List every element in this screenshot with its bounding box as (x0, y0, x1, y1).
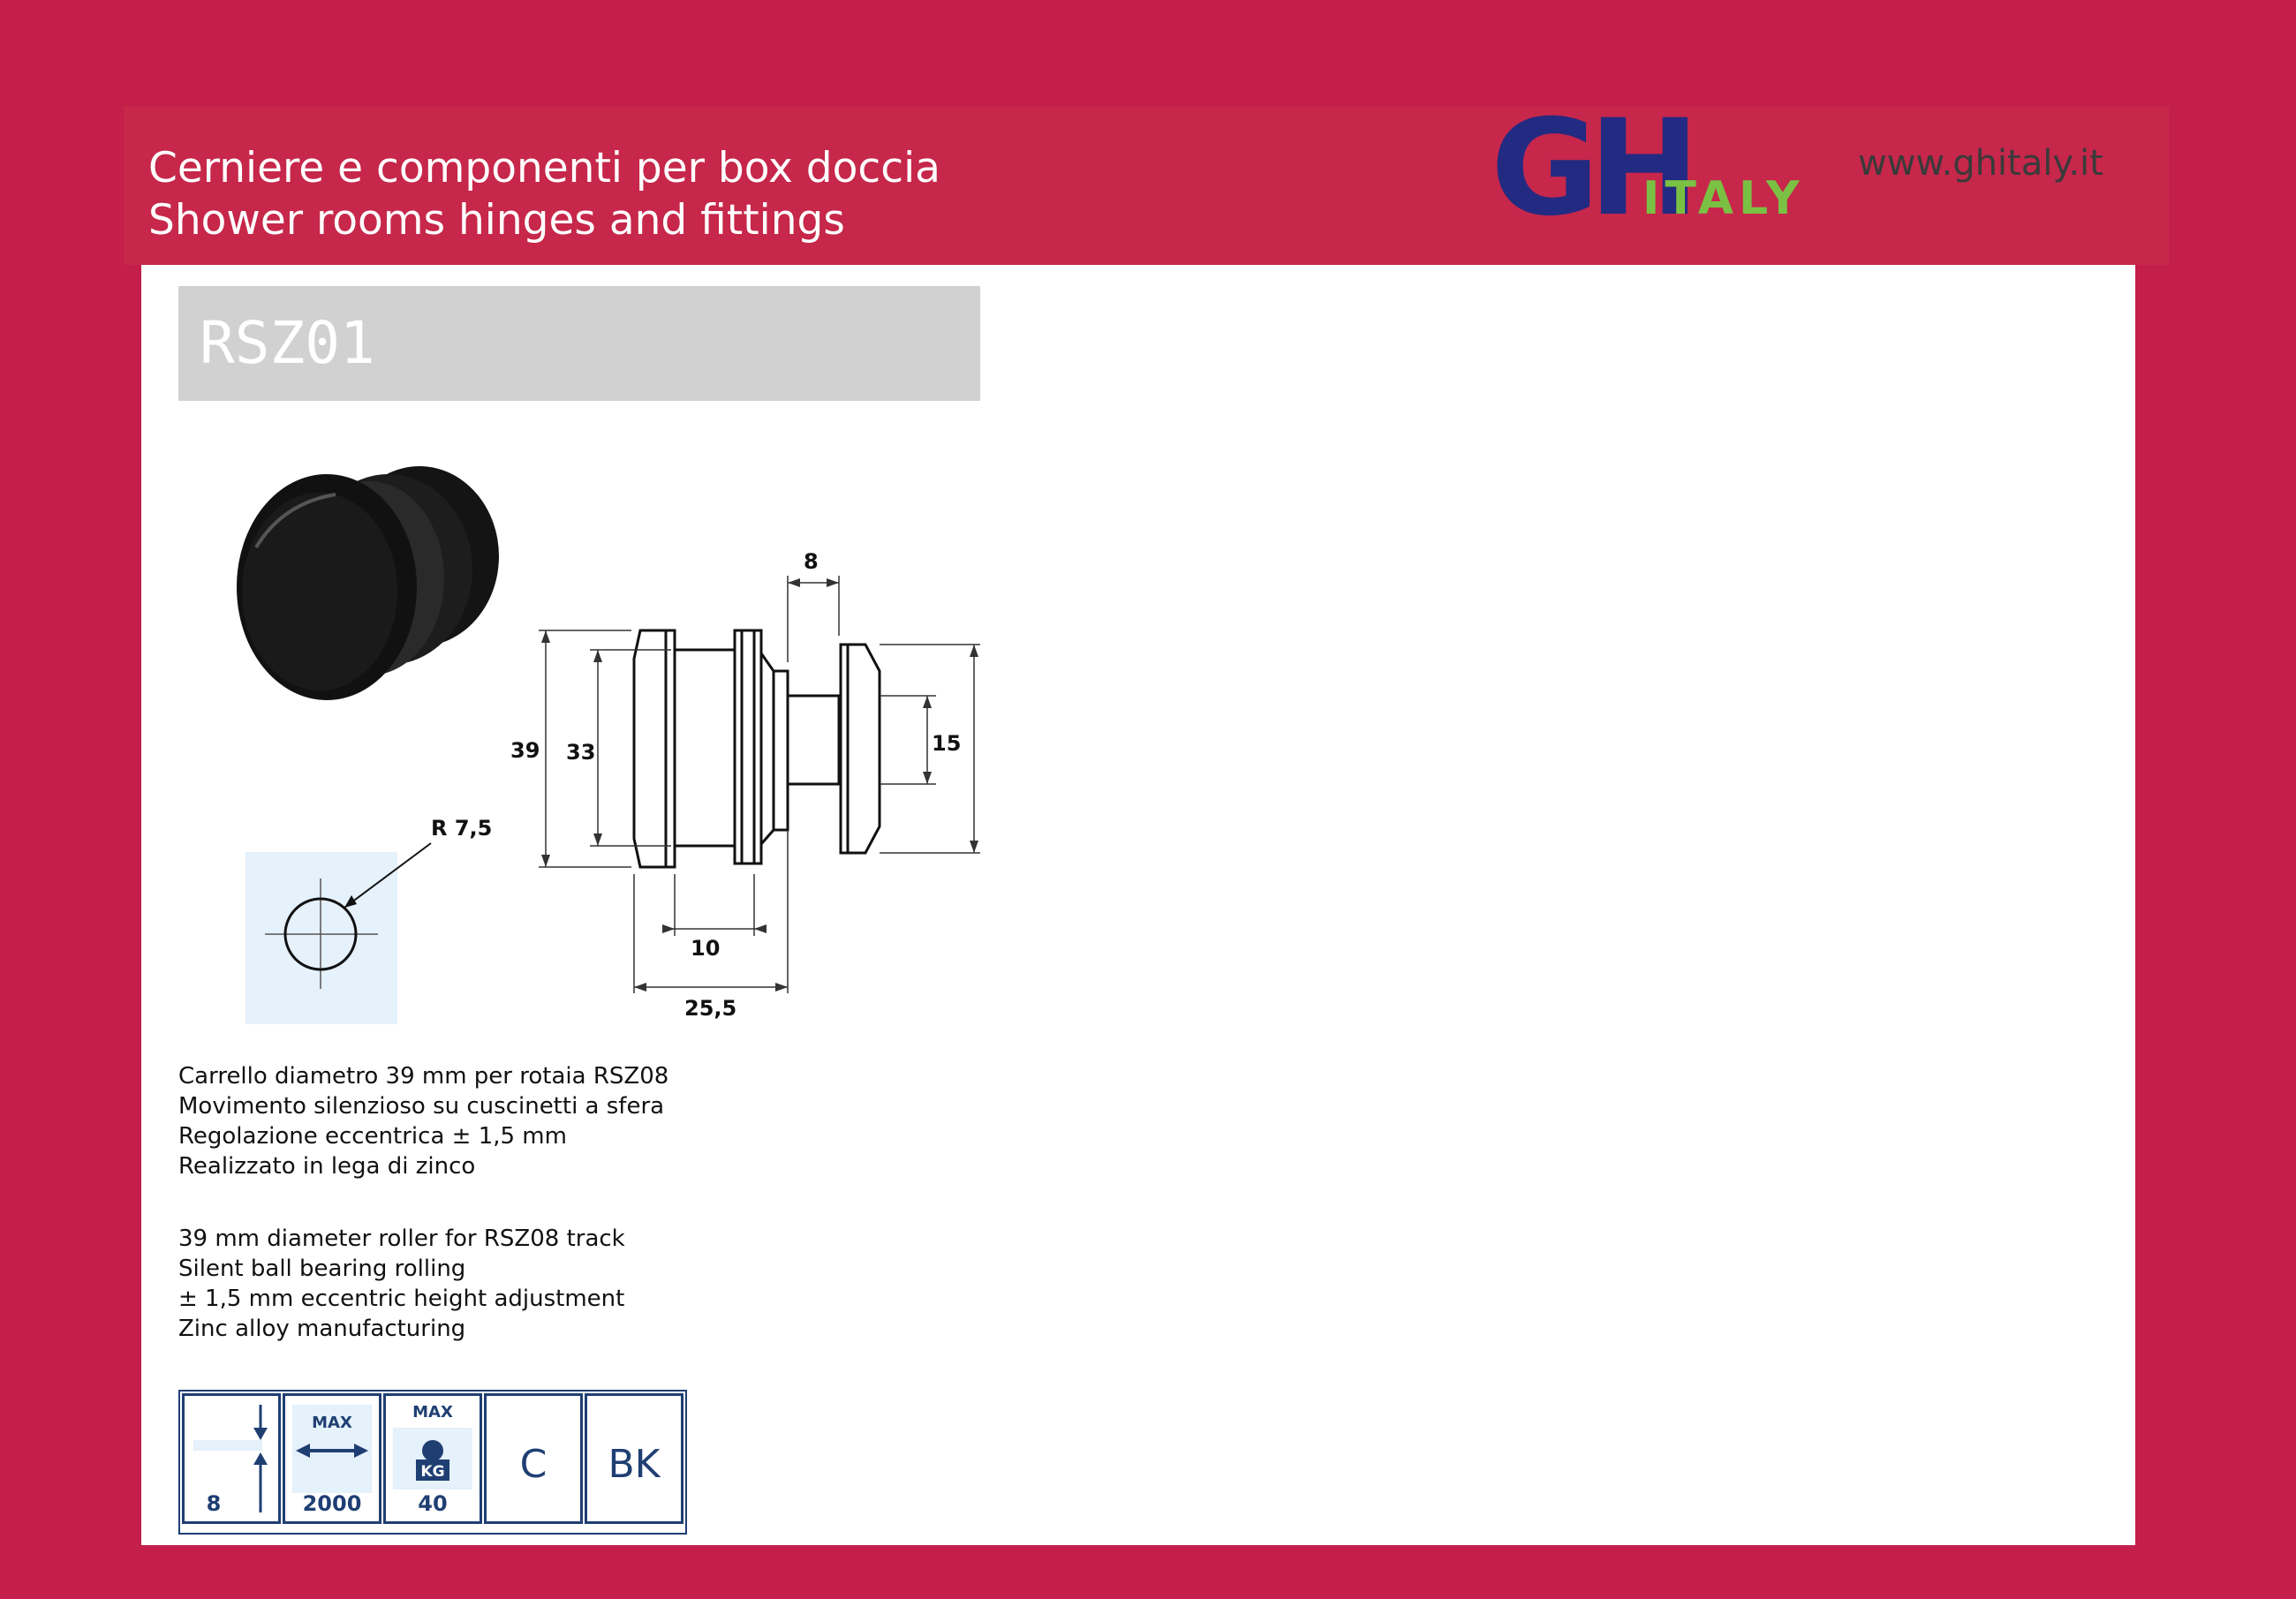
dim-33: 33 (566, 740, 596, 765)
website-link[interactable]: www.ghitaly.it (1858, 143, 2103, 184)
finish-chrome-label: C (519, 1442, 548, 1487)
description-line: Realizzato in lega di zinco (178, 1153, 476, 1180)
description-line: Regolazione eccentrica ± 1,5 mm (178, 1123, 567, 1150)
finish-chrome-icon (484, 1393, 583, 1524)
description-line: ± 1,5 mm eccentric height adjustment (178, 1286, 625, 1312)
thickness-value: 8 (206, 1491, 222, 1516)
max-weight-icon (383, 1393, 482, 1524)
header-title-english: Shower rooms hinges and fittings (148, 196, 845, 245)
max-width-icon (283, 1393, 381, 1524)
max-width-value: 2000 (302, 1491, 362, 1516)
description-line: 39 mm diameter roller for RSZ08 track (178, 1226, 625, 1252)
finish-black-icon (585, 1393, 684, 1524)
max-width-label: MAX (312, 1414, 352, 1432)
radius-label: R 7,5 (431, 816, 493, 841)
description-line: Zinc alloy manufacturing (178, 1316, 466, 1342)
max-weight-label: MAX (412, 1403, 453, 1422)
dim-39: 39 (510, 738, 540, 763)
description-italian (178, 1061, 668, 1181)
logo-letters: GH (1491, 106, 1689, 230)
spec-icons (178, 1390, 687, 1535)
finish-black-label: BK (608, 1442, 661, 1487)
description-english (178, 1224, 625, 1344)
description-line: Silent ball bearing rolling (178, 1256, 466, 1282)
dim-25-5: 25,5 (684, 996, 737, 1021)
dim-10: 10 (691, 936, 721, 961)
dim-15: 15 (932, 731, 962, 756)
logo-subtitle: ITALY (1643, 172, 1805, 225)
product-code: RSZ01 (200, 309, 375, 377)
description-line: Movimento silenzioso su cuscinetti a sfera (178, 1093, 665, 1120)
glass-thickness-icon (182, 1393, 281, 1524)
max-weight-value: 40 (418, 1491, 448, 1516)
weight-unit: KG (420, 1463, 445, 1481)
technical-drawing (353, 530, 1007, 1042)
header-title-italian: Cerniere e componenti per box doccia (148, 144, 940, 192)
dim-8: 8 (804, 549, 819, 574)
company-logo (1491, 106, 1844, 230)
description-line: Carrello diametro 39 mm per rotaia RSZ08 (178, 1063, 669, 1090)
